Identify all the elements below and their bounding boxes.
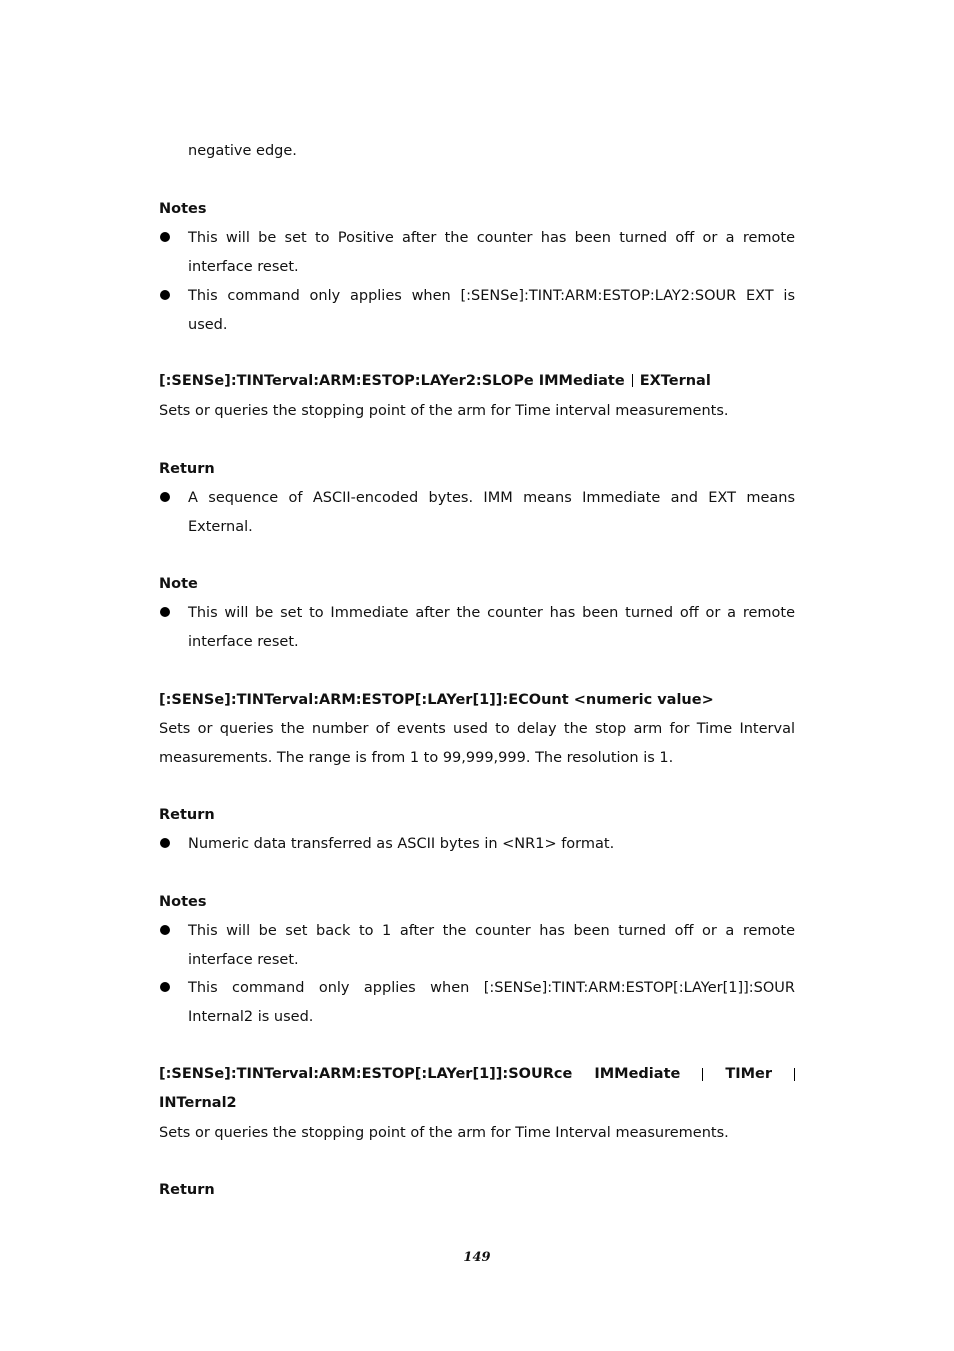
return-heading: Return: [159, 807, 215, 823]
command-description: Sets or queries the stopping point of the arm for Time Interval measurements.: [159, 1125, 729, 1141]
bullet-icon: [159, 492, 171, 504]
command-title: [:SENSe]:TINTerval:ARM:ESTOP[:LAYer[1]]:SOURce: [159, 1066, 573, 1082]
separator: [794, 1068, 795, 1081]
bullet-icon: [159, 232, 171, 244]
return-heading: Return: [159, 1182, 215, 1198]
command-heading-slope: [159, 367, 795, 396]
bullet-icon: [159, 290, 171, 302]
command-description: Sets or queries the stopping point of the arm for Time interval measurements.: [159, 403, 729, 419]
separator: [632, 374, 633, 387]
notes-heading: Notes: [159, 201, 207, 217]
separator: [702, 1068, 703, 1081]
notes-heading: Notes: [159, 894, 207, 910]
bullet-icon: [159, 925, 171, 937]
bullet-icon: [159, 838, 171, 850]
command-option: INTernal2: [159, 1094, 237, 1111]
note-item: This command only applies when [:SENSe]:TINT:ARM:ESTOP:LAY2:SOUR EXT is used.: [188, 288, 795, 333]
bullet-icon: [159, 607, 171, 619]
note-item: This will be set to Immediate after the counter has been turned off or a remote interface reset.: [188, 605, 795, 650]
intro-text: negative edge.: [188, 143, 297, 159]
command-title-line: [159, 1060, 795, 1089]
command-title: [:SENSe]:TINTerval:ARM:ESTOP:LAYer2:SLOPe IMMediate: [159, 373, 625, 389]
note-item: This command only applies when [:SENSe]:TINT:ARM:ESTOP[:LAYer[1]]:SOUR Internal2 is used.: [188, 980, 795, 1025]
command-option: TIMer: [725, 1066, 773, 1082]
page-number: 149: [463, 1250, 491, 1265]
command-heading-ecount: [:SENSe]:TINTerval:ARM:ESTOP[:LAYer[1]]:ECOunt <numeric value>: [159, 692, 714, 708]
command-option: EXTernal: [639, 373, 711, 389]
note-item: This will be set to Positive after the counter has been turned off or a remote interface reset.: [188, 230, 795, 275]
command-option: IMMediate: [594, 1066, 681, 1082]
command-heading-source: [159, 1060, 795, 1117]
return-item: A sequence of ASCII-encoded bytes. IMM means Immediate and EXT means External.: [188, 490, 795, 535]
return-item: Numeric data transferred as ASCII bytes in <NR1> format.: [188, 836, 615, 852]
bullet-icon: [159, 982, 171, 994]
note-item: This will be set back to 1 after the counter has been turned off or a remote interface reset.: [188, 923, 795, 968]
command-description: Sets or queries the number of events used to delay the stop arm for Time Interval measurements. The range is from 1 to 99,999,999. The resolution is 1.: [159, 721, 795, 766]
return-heading: Return: [159, 461, 215, 477]
note-heading: Note: [159, 576, 198, 592]
